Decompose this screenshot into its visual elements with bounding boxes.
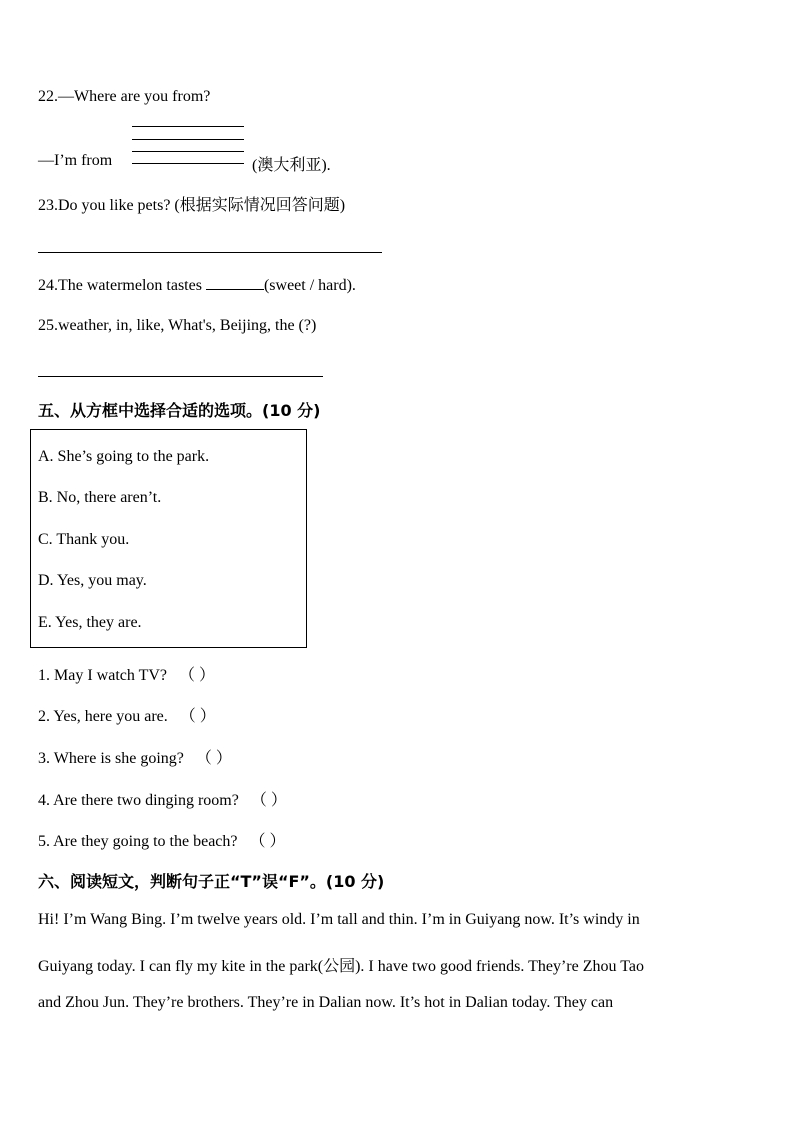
match-answer-bracket-1[interactable]: （ ）	[179, 667, 216, 684]
match-question-2-text: 2. Yes, here you are.	[38, 708, 168, 725]
q23-answer-line	[38, 252, 382, 253]
option-c: C. Thank you.	[38, 531, 130, 548]
option-d: D. Yes, you may.	[38, 572, 147, 589]
option-b: B. No, there aren’t.	[38, 489, 162, 506]
q22-answer-blank-2	[132, 139, 244, 140]
q22-answer-blank-4	[132, 163, 244, 164]
q24-blank	[206, 275, 264, 290]
match-answer-bracket-5[interactable]: （ ）	[249, 833, 286, 850]
q24-question	[38, 275, 356, 295]
q24-text-after: (sweet / hard).	[263, 277, 356, 294]
match-question-3	[38, 745, 232, 768]
passage-line-1: Hi! I’m Wang Bing. I’m twelve years old. I’m tall and thin. I’m in Guiyang now. It’s windy in	[38, 911, 640, 928]
q22-answer-blank-1	[132, 126, 244, 127]
q23-question: 23.Do you like pets? (根据实际情况回答问题)	[38, 197, 346, 214]
match-question-1-text: 1. May I watch TV?	[38, 667, 167, 684]
match-question-4-text: 4. Are there two dinging room?	[38, 792, 239, 809]
option-e: E. Yes, they are.	[38, 614, 142, 631]
section6-heading: 六、阅读短文，判断句子正“T”误“F”。(10 分)	[38, 872, 385, 891]
match-question-4	[38, 787, 287, 810]
match-question-2	[38, 703, 216, 726]
passage-line-2: Guiyang today. I can fly my kite in the park(公园). I have two good friends. They’re Zhou Tao	[38, 958, 644, 975]
option-a: A. She’s going to the park.	[38, 448, 210, 465]
match-question-5	[38, 828, 286, 851]
match-answer-bracket-4[interactable]: （ ）	[250, 792, 287, 809]
q24-text-before: 24.The watermelon tastes	[38, 277, 202, 294]
q22-answer-hint: (澳大利亚).	[252, 157, 331, 174]
match-question-3-text: 3. Where is she going?	[38, 750, 184, 767]
match-answer-bracket-2[interactable]: （ ）	[179, 708, 216, 725]
match-question-5-text: 5. Are they going to the beach?	[38, 833, 238, 850]
q22-answer-blank-3	[132, 151, 244, 152]
passage-line-3: and Zhou Jun. They’re brothers. They’re in Dalian now. It’s hot in Dalian today. They can	[38, 994, 614, 1011]
section5-heading: 五、从方框中选择合适的选项。(10 分)	[38, 401, 321, 420]
q25-question: 25.weather, in, like, What's, Beijing, the (?)	[38, 317, 317, 334]
q25-answer-line	[38, 376, 323, 377]
match-answer-bracket-3[interactable]: （ ）	[195, 750, 232, 767]
q22-answer-prefix: —I’m from	[38, 152, 113, 169]
q22-question: 22.—Where are you from?	[38, 88, 211, 105]
match-question-1	[38, 662, 215, 685]
